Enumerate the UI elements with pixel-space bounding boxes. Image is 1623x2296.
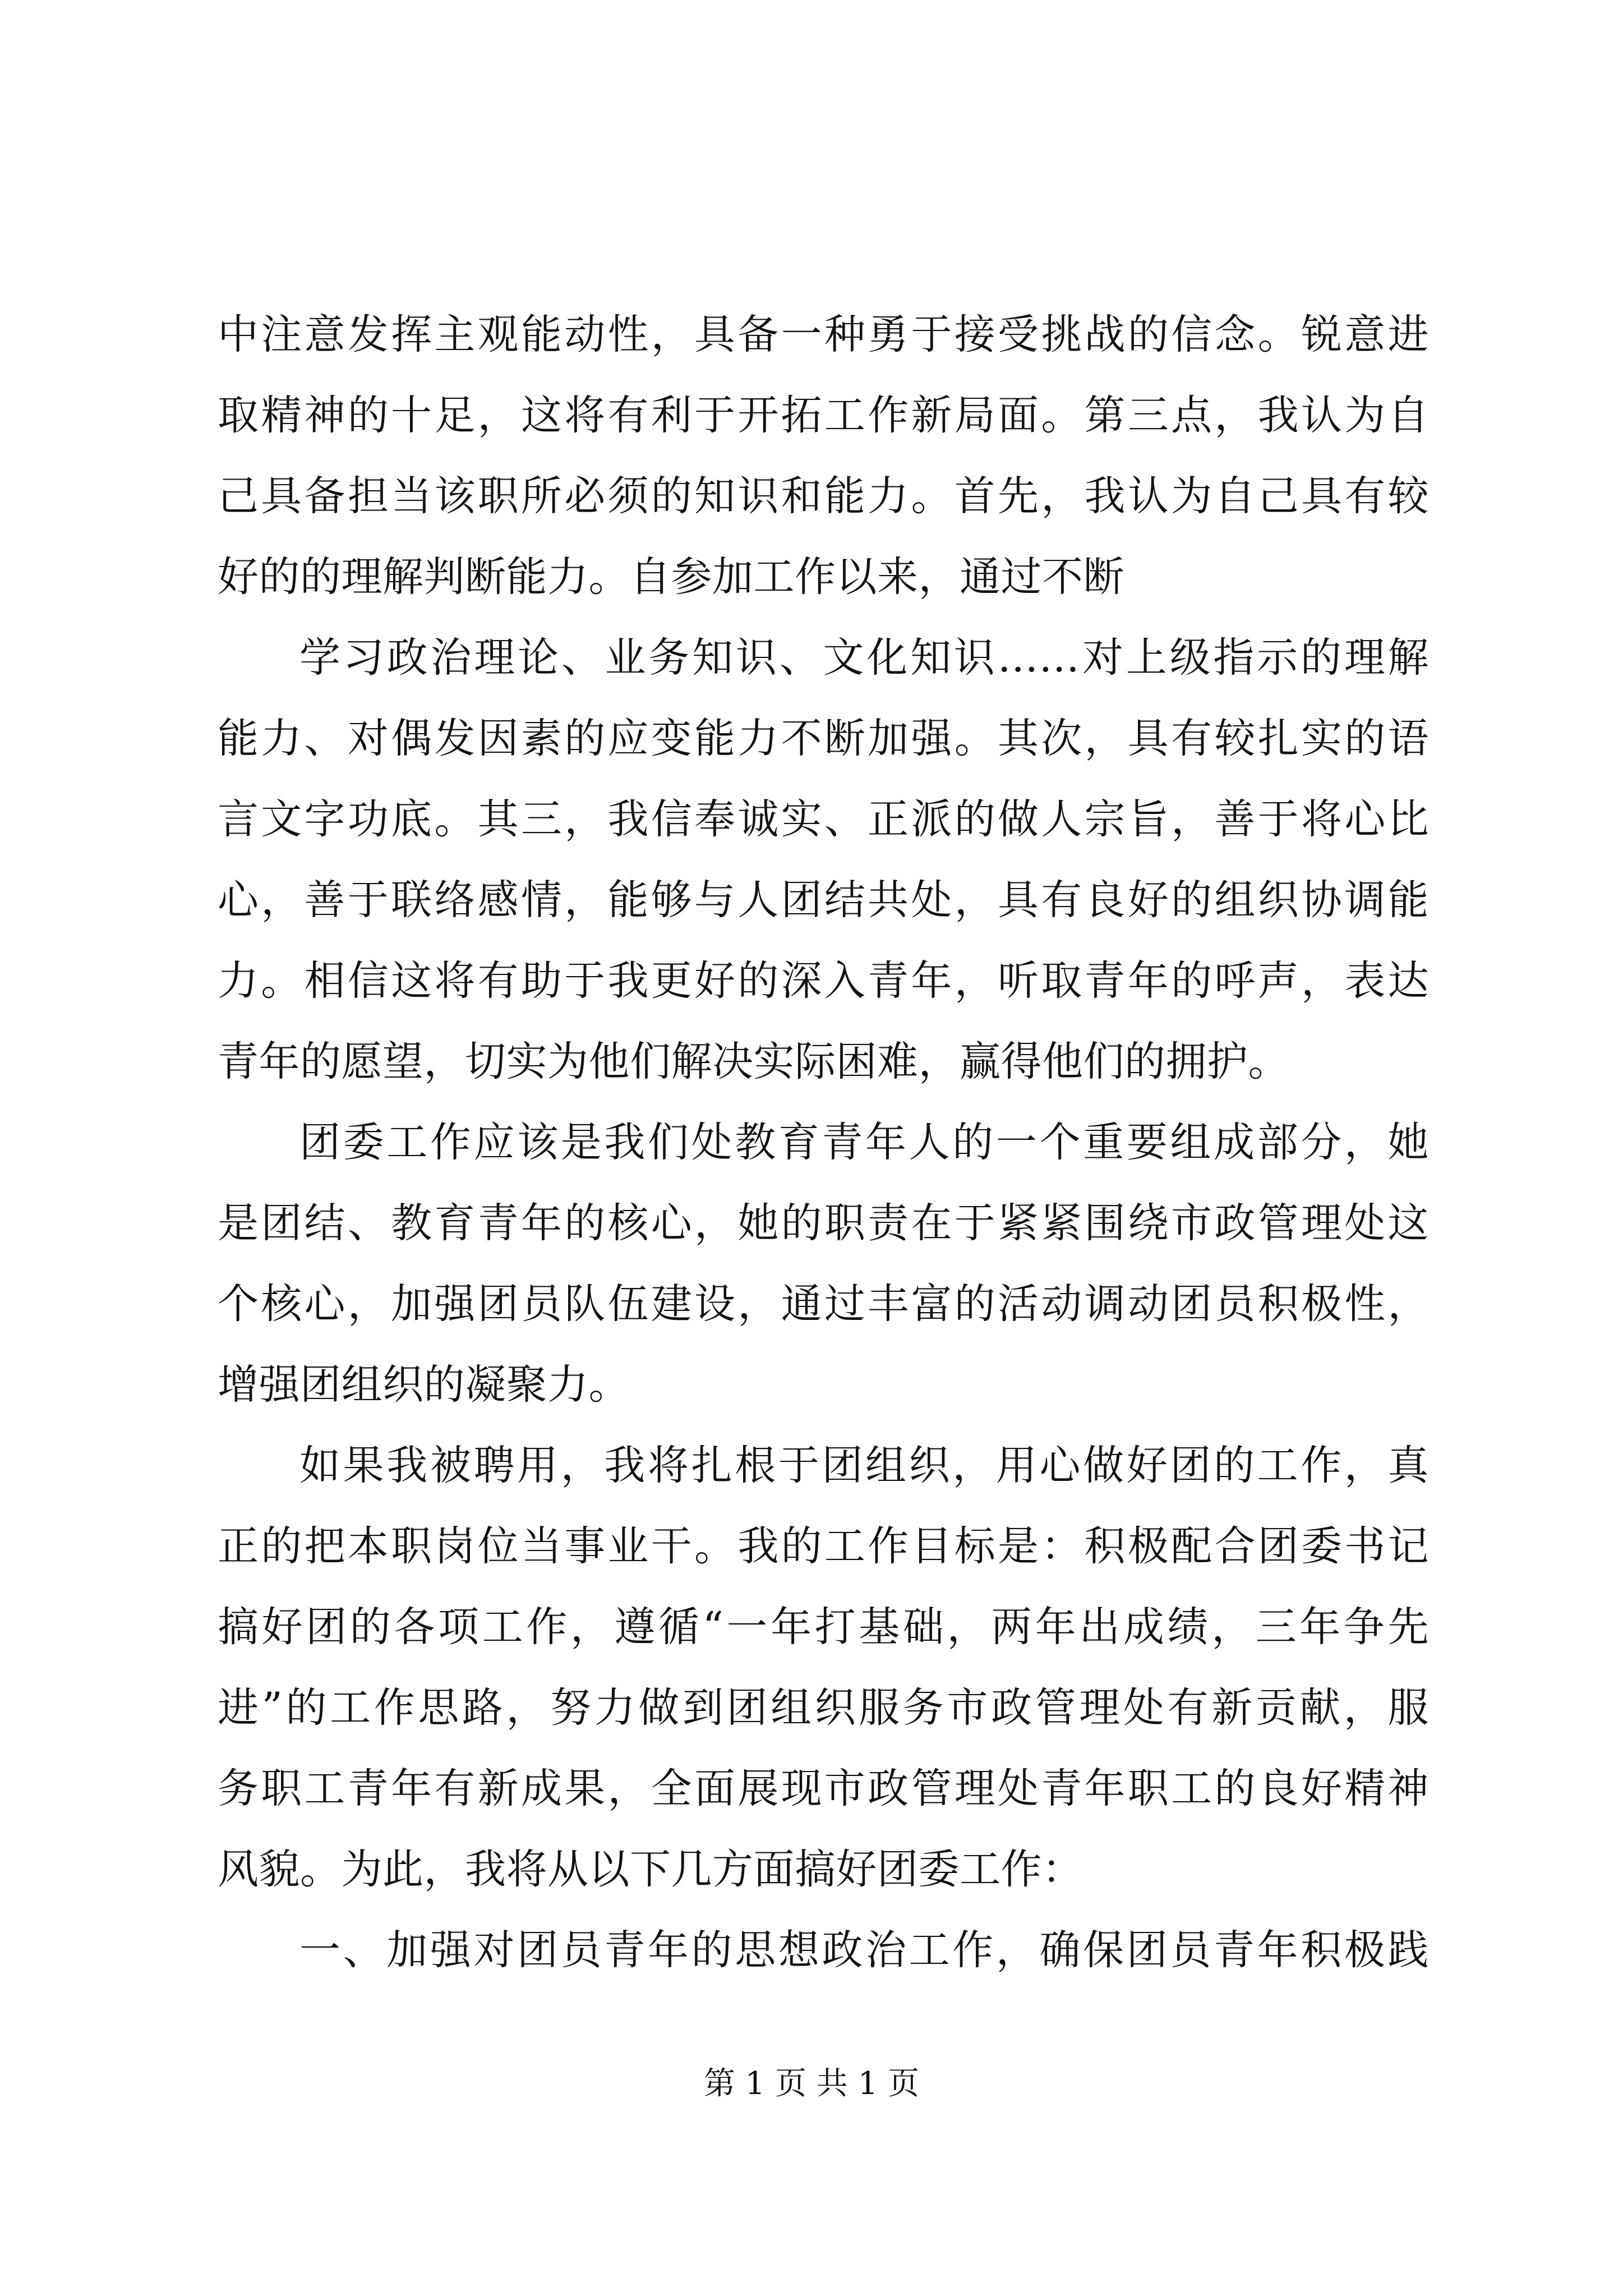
text-line: 言文字功底。其三，我信奉诚实、正派的做人宗旨，善于将心比 (218, 795, 1429, 843)
text-line: 搞好团的各项工作，遵循“一年打基础，两年出成绩，三年争先 (218, 1603, 1429, 1651)
page-footer (0, 2062, 1623, 2106)
paragraph (218, 1425, 1429, 1910)
text-line: 团委工作应该是我们处教育青年人的一个重要组成部分，她 (299, 1119, 1429, 1166)
paragraph (218, 618, 1429, 1102)
text-line: 个核心，加强团员队伍建设，通过丰富的活动调动团员积极性， (218, 1280, 1429, 1328)
text-line: 进”的工作思路，努力做到团组织服务市政管理处有新贡献，服 (218, 1684, 1429, 1732)
text-line: 风貌。为此，我将从以下几方面搞好团委工作： (218, 1846, 1083, 1893)
text-line: 如果我被聘用，我将扎根于团组织，用心做好团的工作，真 (299, 1442, 1429, 1489)
page-number: 第 1 页 共 1 页 (703, 2065, 920, 2102)
text-line: 增强团组织的凝聚力。 (218, 1361, 630, 1409)
text-line: 是团结、教育青年的核心，她的职责在于紧紧围绕市政管理处这 (218, 1199, 1429, 1247)
text-line: 学习政治理论、业务知识、文化知识……对上级指示的理解 (299, 634, 1429, 682)
text-line: 青年的愿望，切实为他们解决实际困难，赢得他们的拥护。 (218, 1038, 1289, 1085)
text-line: 取精神的十足，这将有利于开拓工作新局面。第三点，我认为自 (218, 392, 1429, 439)
text-line: 中注意发挥主观能动性，具备一种勇于接受挑战的信念。锐意进 (218, 311, 1429, 358)
text-line: 务职工青年有新成果，全面展现市政管理处青年职工的良好精神 (218, 1765, 1429, 1812)
text-line: 好的的理解判断能力。自参加工作以来，通过不断 (218, 553, 1124, 601)
text-line: 己具备担当该职所必须的知识和能力。首先，我认为自己具有较 (218, 472, 1429, 520)
paragraph (218, 1910, 1429, 1991)
document-body (218, 295, 1429, 1991)
paragraph (218, 295, 1429, 618)
text-line: 力。相信这将有助于我更好的深入青年，听取青年的呼声，表达 (218, 957, 1429, 1005)
text-line: 心，善于联络感情，能够与人团结共处，具有良好的组织协调能 (218, 876, 1429, 924)
text-line: 能力、对偶发因素的应变能力不断加强。其次，具有较扎实的语 (218, 715, 1429, 762)
paragraph (218, 1102, 1429, 1425)
text-line: 正的把本职岗位当事业干。我的工作目标是：积极配合团委书记 (218, 1522, 1429, 1570)
text-line: 一、加强对团员青年的思想政治工作，确保团员青年积极践 (299, 1926, 1429, 1974)
